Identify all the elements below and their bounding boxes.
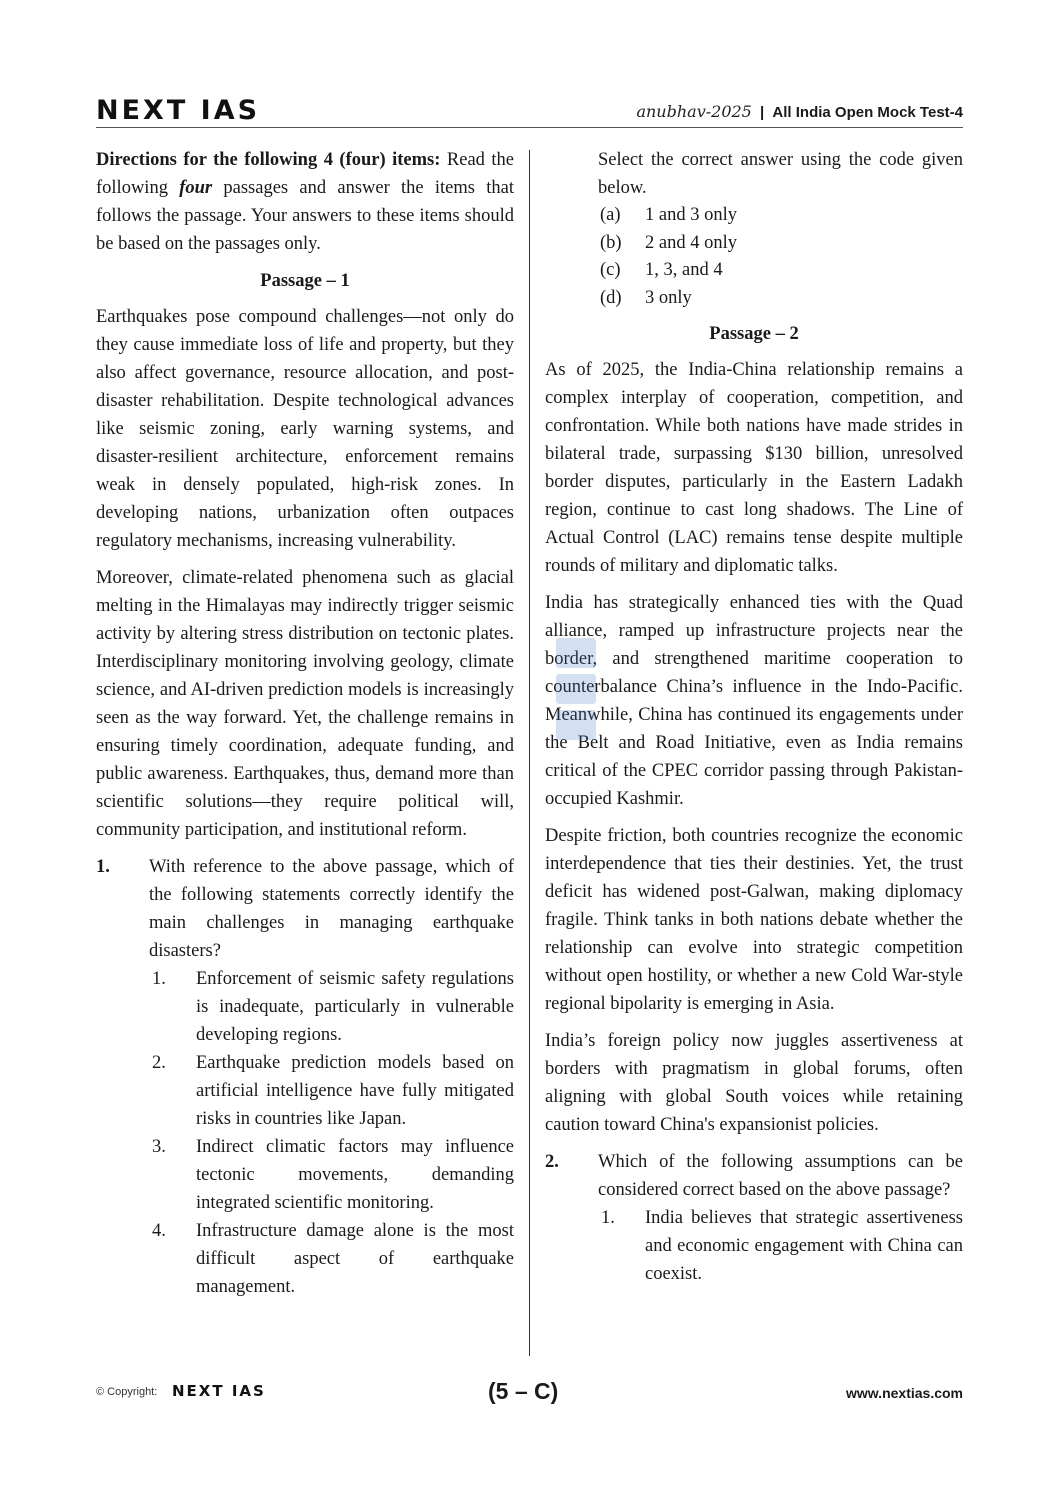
statement xyxy=(149,1217,514,1301)
header-separator: | xyxy=(760,104,765,121)
statement-number: 3. xyxy=(152,1137,166,1157)
question-1 xyxy=(96,853,514,1301)
option-text: 3 only xyxy=(645,287,692,308)
directions-emphasis: four xyxy=(179,178,213,198)
option-text: 1 and 3 only xyxy=(645,205,737,225)
test-title-block xyxy=(636,102,963,123)
statement-list xyxy=(149,965,514,1301)
question-text: With reference to the above passage, which of the following statements correctly identify the main challenges in managing earthquake disasters? xyxy=(149,857,514,961)
answer-code-instruction: Select the correct answer using the code given below. xyxy=(598,150,963,198)
website-link[interactable]: www.nextias.com xyxy=(846,1385,963,1401)
passage-2-paragraph: As of 2025, the India-China relationship remains a complex interplay of cooperation, competition, and confrontation. While both nations have made strides in bilateral trade, surpassing $130 billion, unresolved border disputes, particularly in the Eastern Ladakh region, continue to cast long shadows. The Line of Actual Control (LAC) remains tense despite multiple rounds of military and diplomatic talks. xyxy=(545,360,963,576)
statement xyxy=(149,1133,514,1217)
header-rule xyxy=(96,127,963,128)
statement xyxy=(149,965,514,1049)
statement-number: 4. xyxy=(152,1221,166,1241)
test-title: All India Open Mock Test-4 xyxy=(772,104,963,121)
option-label: (a) xyxy=(600,205,621,225)
question-number: 1. xyxy=(96,857,110,877)
anubhav-brand: anubhav-2025 xyxy=(636,102,752,121)
watermark-block xyxy=(556,674,596,704)
answer-option[interactable] xyxy=(598,285,963,313)
page-footer xyxy=(96,1378,963,1412)
statement xyxy=(598,1204,963,1288)
directions-text-1: Read the following xyxy=(96,150,514,198)
passage-2-paragraph: India has strategically enhanced ties with the Quad alliance, ramped up infrastructure projects near the border, and strengthened maritime cooperation to counterbalance China’s influence in the Indo-Pacific. Meanwhile, China has continued its engagements under the Belt and Road Initiative, even as India remains critical of the CPEC corridor passing through Pakistan-occupied Kashmir. xyxy=(545,593,963,809)
statement-text: Earthquake prediction models based on artificial intelligence have fully mitigated risks in countries like Japan. xyxy=(196,1053,514,1129)
question-number: 2. xyxy=(545,1152,559,1172)
question-text: Which of the following assumptions can be considered correct based on the above passage? xyxy=(598,1152,963,1200)
directions xyxy=(96,146,514,258)
column-divider xyxy=(529,150,530,1356)
footer-logo: NEXT IAS xyxy=(172,1382,266,1400)
page-number: (5 – C) xyxy=(488,1378,559,1404)
answer-options xyxy=(598,202,963,312)
statement-text: India believes that strategic assertiveness and economic engagement with China can coexist. xyxy=(645,1208,963,1284)
passage-2-paragraph: Despite friction, both countries recognize the economic interdependence that ties their destinies. Yet, the trust deficit has widened post-Galwan, making diplomacy fragile. Think tanks in both nations debate whether the relationship can evolve into strategic competition without open hostility, or whether a new Cold War-style regional bipolarity is emerging in Asia. xyxy=(545,826,963,1014)
directions-label: Directions for the following 4 (four) items: xyxy=(96,150,441,170)
passage-1-paragraph: Earthquakes pose compound challenges—not only do they cause immediate loss of life and property, but they also affect governance, resource allocation, and post-disaster rehabilitation. Despite technological advances like seismic zoning, early warning systems, and disaster-resilient architecture, enforcement remains weak in densely populated, high-risk zones. In developing nations, urbanization often outpaces regulatory mechanisms, increasing vulnerability. xyxy=(96,307,514,551)
statement-number: 2. xyxy=(152,1053,166,1073)
statement-number: 1. xyxy=(601,1208,615,1228)
watermark-logo xyxy=(556,638,596,748)
watermark-block xyxy=(556,710,596,740)
answer-option[interactable] xyxy=(598,230,963,258)
page-header xyxy=(96,96,963,130)
question-2 xyxy=(545,1148,963,1288)
next-ias-logo: NEXT IAS xyxy=(96,95,261,126)
directions-text-2: passages and answer the items that follows the passage. Your answers to these items should be based on the passages only. xyxy=(96,178,514,254)
statement-text: Indirect climatic factors may influence tectonic movements, demanding integrated scientific monitoring. xyxy=(196,1137,514,1213)
left-column xyxy=(96,146,514,1301)
watermark-block xyxy=(556,638,596,668)
passage-2-title: Passage – 2 xyxy=(709,324,799,344)
option-text: 1, 3, and 4 xyxy=(645,260,723,280)
statement-text: Enforcement of seismic safety regulations is inadequate, particularly in vulnerable developing regions. xyxy=(196,969,514,1045)
answer-option[interactable] xyxy=(598,257,963,285)
option-label: (c) xyxy=(600,260,621,280)
option-label: (b) xyxy=(600,232,622,253)
option-text: 2 and 4 only xyxy=(645,232,737,253)
answer-option[interactable] xyxy=(598,202,963,230)
passage-1-paragraph: Moreover, climate-related phenomena such as glacial melting in the Himalayas may indirectly trigger seismic activity by altering stress distribution on tectonic plates. Interdisciplinary monitoring involving geology, climate science, and AI-driven prediction models is increasingly seen as the way forward. Yet, the challenge remains in ensuring timely coordination, adequate funding, and public awareness. Earthquakes, thus, demand more than scientific solutions—they require political will, community participation, and institutional reform. xyxy=(96,568,514,840)
statement-list xyxy=(598,1204,963,1288)
statement-number: 1. xyxy=(152,969,166,989)
right-column xyxy=(545,146,963,1288)
copyright-label: © Copyright: xyxy=(96,1386,158,1398)
statement xyxy=(149,1049,514,1133)
passage-1-title: Passage – 1 xyxy=(260,271,350,291)
passage-2-paragraph: India’s foreign policy now juggles assertiveness at borders with pragmatism in global forums, often aligning with global South voices while retaining caution toward China's expansionist policies. xyxy=(545,1031,963,1135)
option-label: (d) xyxy=(600,287,622,308)
statement-text: Infrastructure damage alone is the most difficult aspect of earthquake management. xyxy=(196,1221,514,1297)
